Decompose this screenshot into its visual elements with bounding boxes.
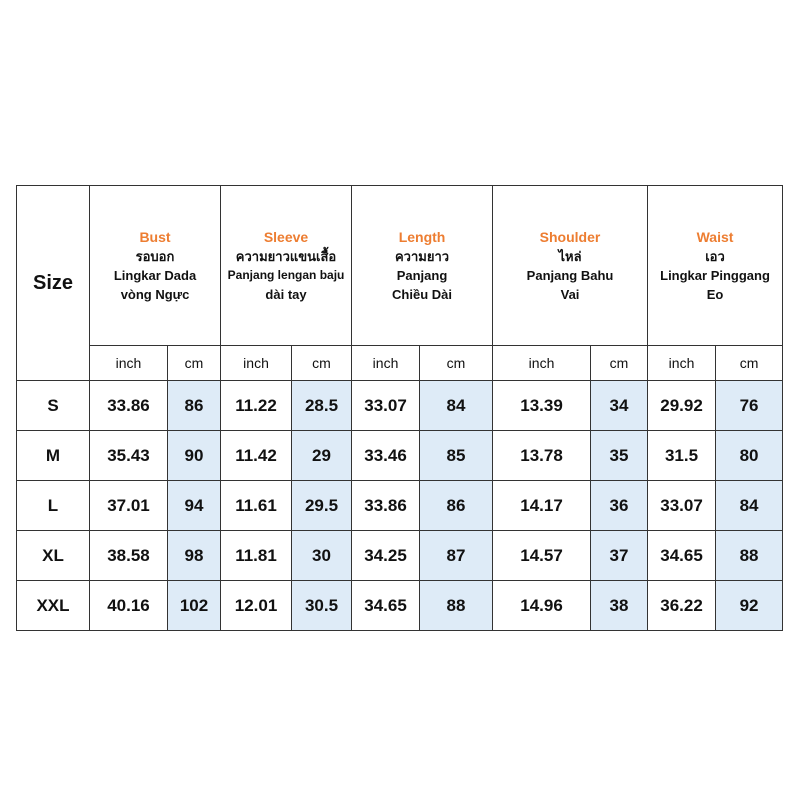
shoulder-cm: 36: [591, 481, 648, 531]
sleeve-inch: 11.22: [221, 381, 292, 431]
length-header: [352, 186, 493, 346]
length-cm: 88: [420, 581, 493, 631]
size-row-m: [17, 431, 783, 481]
length-cm: 87: [420, 531, 493, 581]
bust-vietnamese: vòng Ngực: [120, 286, 190, 302]
sleeve-cm: 30: [292, 531, 352, 581]
bust-title: Bust: [139, 228, 171, 245]
size-row-xl: [17, 531, 783, 581]
waist-cm: 76: [716, 381, 783, 431]
size-label: M: [17, 431, 90, 481]
sleeve-inch: 11.61: [221, 481, 292, 531]
waist-title: Waist: [696, 228, 734, 245]
size-chart-table: [16, 185, 783, 631]
waist-cm: 80: [716, 431, 783, 481]
bust-inch: 35.43: [90, 431, 168, 481]
shoulder-cm: 38: [591, 581, 648, 631]
length-cm: 84: [420, 381, 493, 431]
waist-inch: 31.5: [648, 431, 716, 481]
unit-inch: inch: [493, 346, 591, 381]
bust-cm: 94: [168, 481, 221, 531]
waist-cm: 84: [716, 481, 783, 531]
size-label: XL: [17, 531, 90, 581]
unit-cm: cm: [591, 346, 648, 381]
sleeve-title: Sleeve: [263, 228, 309, 245]
length-inch: 33.07: [352, 381, 420, 431]
length-title: Length: [398, 228, 446, 245]
unit-cm: cm: [168, 346, 221, 381]
unit-inch: inch: [221, 346, 292, 381]
unit-row: [17, 346, 783, 381]
shoulder-cm: 34: [591, 381, 648, 431]
unit-inch: inch: [90, 346, 168, 381]
sleeve-header: [221, 186, 352, 346]
shoulder-header: [493, 186, 648, 346]
bust-inch: 37.01: [90, 481, 168, 531]
length-malay: Panjang: [396, 267, 448, 283]
length-cm: 85: [420, 431, 493, 481]
bust-cm: 102: [168, 581, 221, 631]
shoulder-inch: 14.57: [493, 531, 591, 581]
length-cm: 86: [420, 481, 493, 531]
bust-malay: Lingkar Dada: [113, 267, 197, 283]
waist-header: [648, 186, 783, 346]
shoulder-inch: 13.39: [493, 381, 591, 431]
waist-inch: 33.07: [648, 481, 716, 531]
size-label: S: [17, 381, 90, 431]
sleeve-inch: 12.01: [221, 581, 292, 631]
waist-thai: เอว: [705, 248, 725, 264]
shoulder-inch: 14.17: [493, 481, 591, 531]
length-inch: 34.25: [352, 531, 420, 581]
shoulder-cm: 37: [591, 531, 648, 581]
length-inch: 34.65: [352, 581, 420, 631]
unit-cm: cm: [292, 346, 352, 381]
size-label: L: [17, 481, 90, 531]
size-row-l: [17, 481, 783, 531]
sleeve-cm: 30.5: [292, 581, 352, 631]
sleeve-cm: 29: [292, 431, 352, 481]
sleeve-inch: 11.81: [221, 531, 292, 581]
shoulder-vietnamese: Vai: [560, 286, 580, 302]
waist-vietnamese: Eo: [706, 286, 724, 302]
length-inch: 33.46: [352, 431, 420, 481]
sleeve-cm: 29.5: [292, 481, 352, 531]
bust-inch: 40.16: [90, 581, 168, 631]
waist-inch: 34.65: [648, 531, 716, 581]
waist-cm: 92: [716, 581, 783, 631]
bust-cm: 86: [168, 381, 221, 431]
unit-cm: cm: [420, 346, 493, 381]
sleeve-cm: 28.5: [292, 381, 352, 431]
bust-cm: 90: [168, 431, 221, 481]
waist-cm: 88: [716, 531, 783, 581]
bust-thai: รอบอก: [135, 248, 175, 264]
unit-inch: inch: [352, 346, 420, 381]
shoulder-thai: ไหล่: [558, 248, 582, 264]
bust-inch: 33.86: [90, 381, 168, 431]
length-vietnamese: Chiều Dài: [392, 286, 452, 302]
bust-header: [90, 186, 221, 346]
size-row-s: [17, 381, 783, 431]
shoulder-inch: 14.96: [493, 581, 591, 631]
bust-cm: 98: [168, 531, 221, 581]
size-column-header: Size: [17, 186, 90, 381]
shoulder-cm: 35: [591, 431, 648, 481]
shoulder-malay: Panjang Bahu: [526, 267, 614, 283]
waist-inch: 29.92: [648, 381, 716, 431]
waist-inch: 36.22: [648, 581, 716, 631]
unit-inch: inch: [648, 346, 716, 381]
sleeve-vietnamese: dài tay: [265, 286, 307, 302]
length-inch: 33.86: [352, 481, 420, 531]
size-label: XXL: [17, 581, 90, 631]
sleeve-thai: ความยาวแขนเสื้อ: [235, 248, 337, 264]
bust-inch: 38.58: [90, 531, 168, 581]
sleeve-inch: 11.42: [221, 431, 292, 481]
waist-malay: Lingkar Pinggang: [660, 267, 770, 283]
shoulder-inch: 13.78: [493, 431, 591, 481]
unit-cm: cm: [716, 346, 783, 381]
size-row-xxl: [17, 581, 783, 631]
length-thai: ความยาว: [394, 248, 450, 264]
header-row: [17, 186, 783, 346]
sleeve-malay: Panjang lengan baju: [227, 267, 345, 282]
shoulder-title: Shoulder: [539, 228, 601, 245]
